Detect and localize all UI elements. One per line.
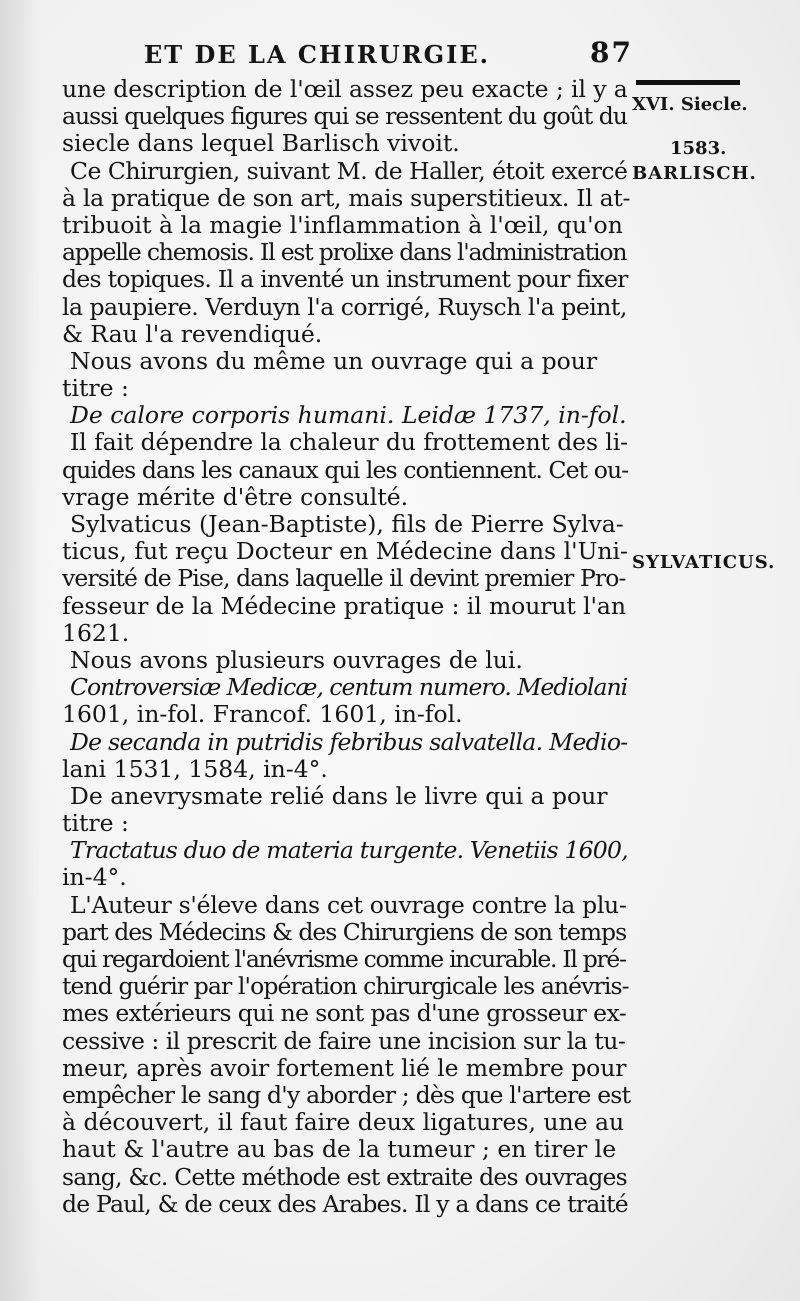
text-line: qui regardoient l'anévrisme comme incurable. Il pré-	[62, 945, 626, 973]
text-line-citation: Tractatus duo de materia turgente. Venetiis 1600,	[70, 836, 628, 865]
text-line: siecle dans lequel Barlisch vivoit.	[62, 129, 460, 158]
page-number: 87	[590, 36, 633, 69]
text-line-citation: De secanda in putridis febribus salvatella. Medio-	[70, 727, 628, 756]
text-line: Nous avons du même un ouvrage qui a pour	[70, 346, 598, 375]
text-line: 1621.	[62, 618, 130, 647]
text-line: Sylvaticus (Jean-Baptiste), fils de Pierre Sylva-	[70, 510, 624, 538]
text-line: empêcher le sang d'y aborder ; dès que l'artere est	[62, 1080, 631, 1109]
text-line: des topiques. Il a inventé un instrument pour fixer	[62, 265, 628, 294]
text-line: part des Médecins & des Chirurgiens de son temps	[62, 917, 627, 946]
text-line: titre :	[62, 809, 129, 838]
text-line: versité de Pise, dans laquelle il devint premier Pro-	[62, 564, 626, 593]
text-line: Ce Chirurgien, suivant M. de Haller, étoit exercé	[70, 156, 628, 185]
text-line-citation: De calore corporis humani. Leidæ 1737, in-fol.	[70, 401, 627, 430]
margin-note-century: XVI. Siecle.	[632, 94, 748, 115]
margin-note-barlisch: BARLISCH.	[632, 163, 757, 184]
text-line: sang, &c. Cette méthode est extraite des ouvrages	[62, 1162, 627, 1191]
text-line: Il fait dépendre la chaleur du frottement des li-	[70, 428, 628, 457]
text-line: meur, après avoir fortement lié le membre pour	[62, 1053, 627, 1082]
text-line: De anevrysmate relié dans le livre qui a pour	[70, 781, 608, 810]
text-line: à la pratique de son art, mais superstitieux. Il at-	[62, 183, 631, 212]
text-line: Nous avons plusieurs ouvrages de lui.	[70, 645, 523, 674]
running-header	[130, 34, 633, 74]
text-line: cessive : il prescrit de faire une incision sur la tu-	[62, 1026, 626, 1055]
text-line: haut & l'autre au bas de la tumeur ; en tirer le	[62, 1135, 617, 1164]
text-line: vrage mérite d'être consulté.	[62, 482, 409, 511]
margin-note-year: 1583.	[670, 138, 727, 159]
text-line: & Rau l'a revendiqué.	[62, 319, 323, 348]
body-text	[62, 76, 630, 1218]
text-line: mes extérieurs qui ne sont pas d'une grosseur ex-	[62, 999, 627, 1028]
page-gutter-shadow	[0, 0, 40, 1301]
text-line: lani 1531, 1584, in-4°.	[62, 754, 328, 783]
text-line: de Paul, & de ceux des Arabes. Il y a dans ce traité	[62, 1189, 628, 1218]
text-line: quides dans les canaux qui les contiennent. Cet ou-	[62, 455, 629, 484]
text-line: ticus, fut reçu Docteur en Médecine dans l'Uni-	[62, 537, 628, 566]
text-line: L'Auteur s'éleve dans cet ouvrage contre la plu-	[70, 890, 627, 919]
text-line: la paupiere. Verduyn l'a corrigé, Ruysch l'a peint,	[62, 292, 627, 321]
text-line: in-4°.	[62, 863, 127, 892]
text-line: une description de l'œil assez peu exacte ; il y a	[62, 75, 628, 103]
text-line-citation: Controversiæ Medicæ, centum numero. Mediolani	[70, 673, 628, 702]
running-title: ET DE LA CHIRURGIE.	[144, 40, 491, 69]
text-line: tribuoit à la magie l'inflammation à l'œil, qu'on	[62, 210, 623, 239]
text-line: titre :	[62, 374, 129, 403]
text-line: aussi quelques figures qui se ressentent du goût du	[62, 102, 627, 131]
text-line: 1601, in-fol. Francof. 1601, in-fol.	[62, 700, 463, 729]
margin-note-sylvaticus: SYLVATICUS.	[632, 552, 776, 573]
text-line: appelle chemosis. Il est prolixe dans l'administration	[62, 238, 627, 267]
text-line: à découvert, il faut faire deux ligatures, une au	[62, 1108, 625, 1137]
text-line: tend guérir par l'opération chirurgicale les anévris-	[62, 972, 629, 1001]
text-line: fesseur de la Médecine pratique : il mourut l'an	[62, 591, 626, 620]
margin-rule	[636, 80, 740, 85]
